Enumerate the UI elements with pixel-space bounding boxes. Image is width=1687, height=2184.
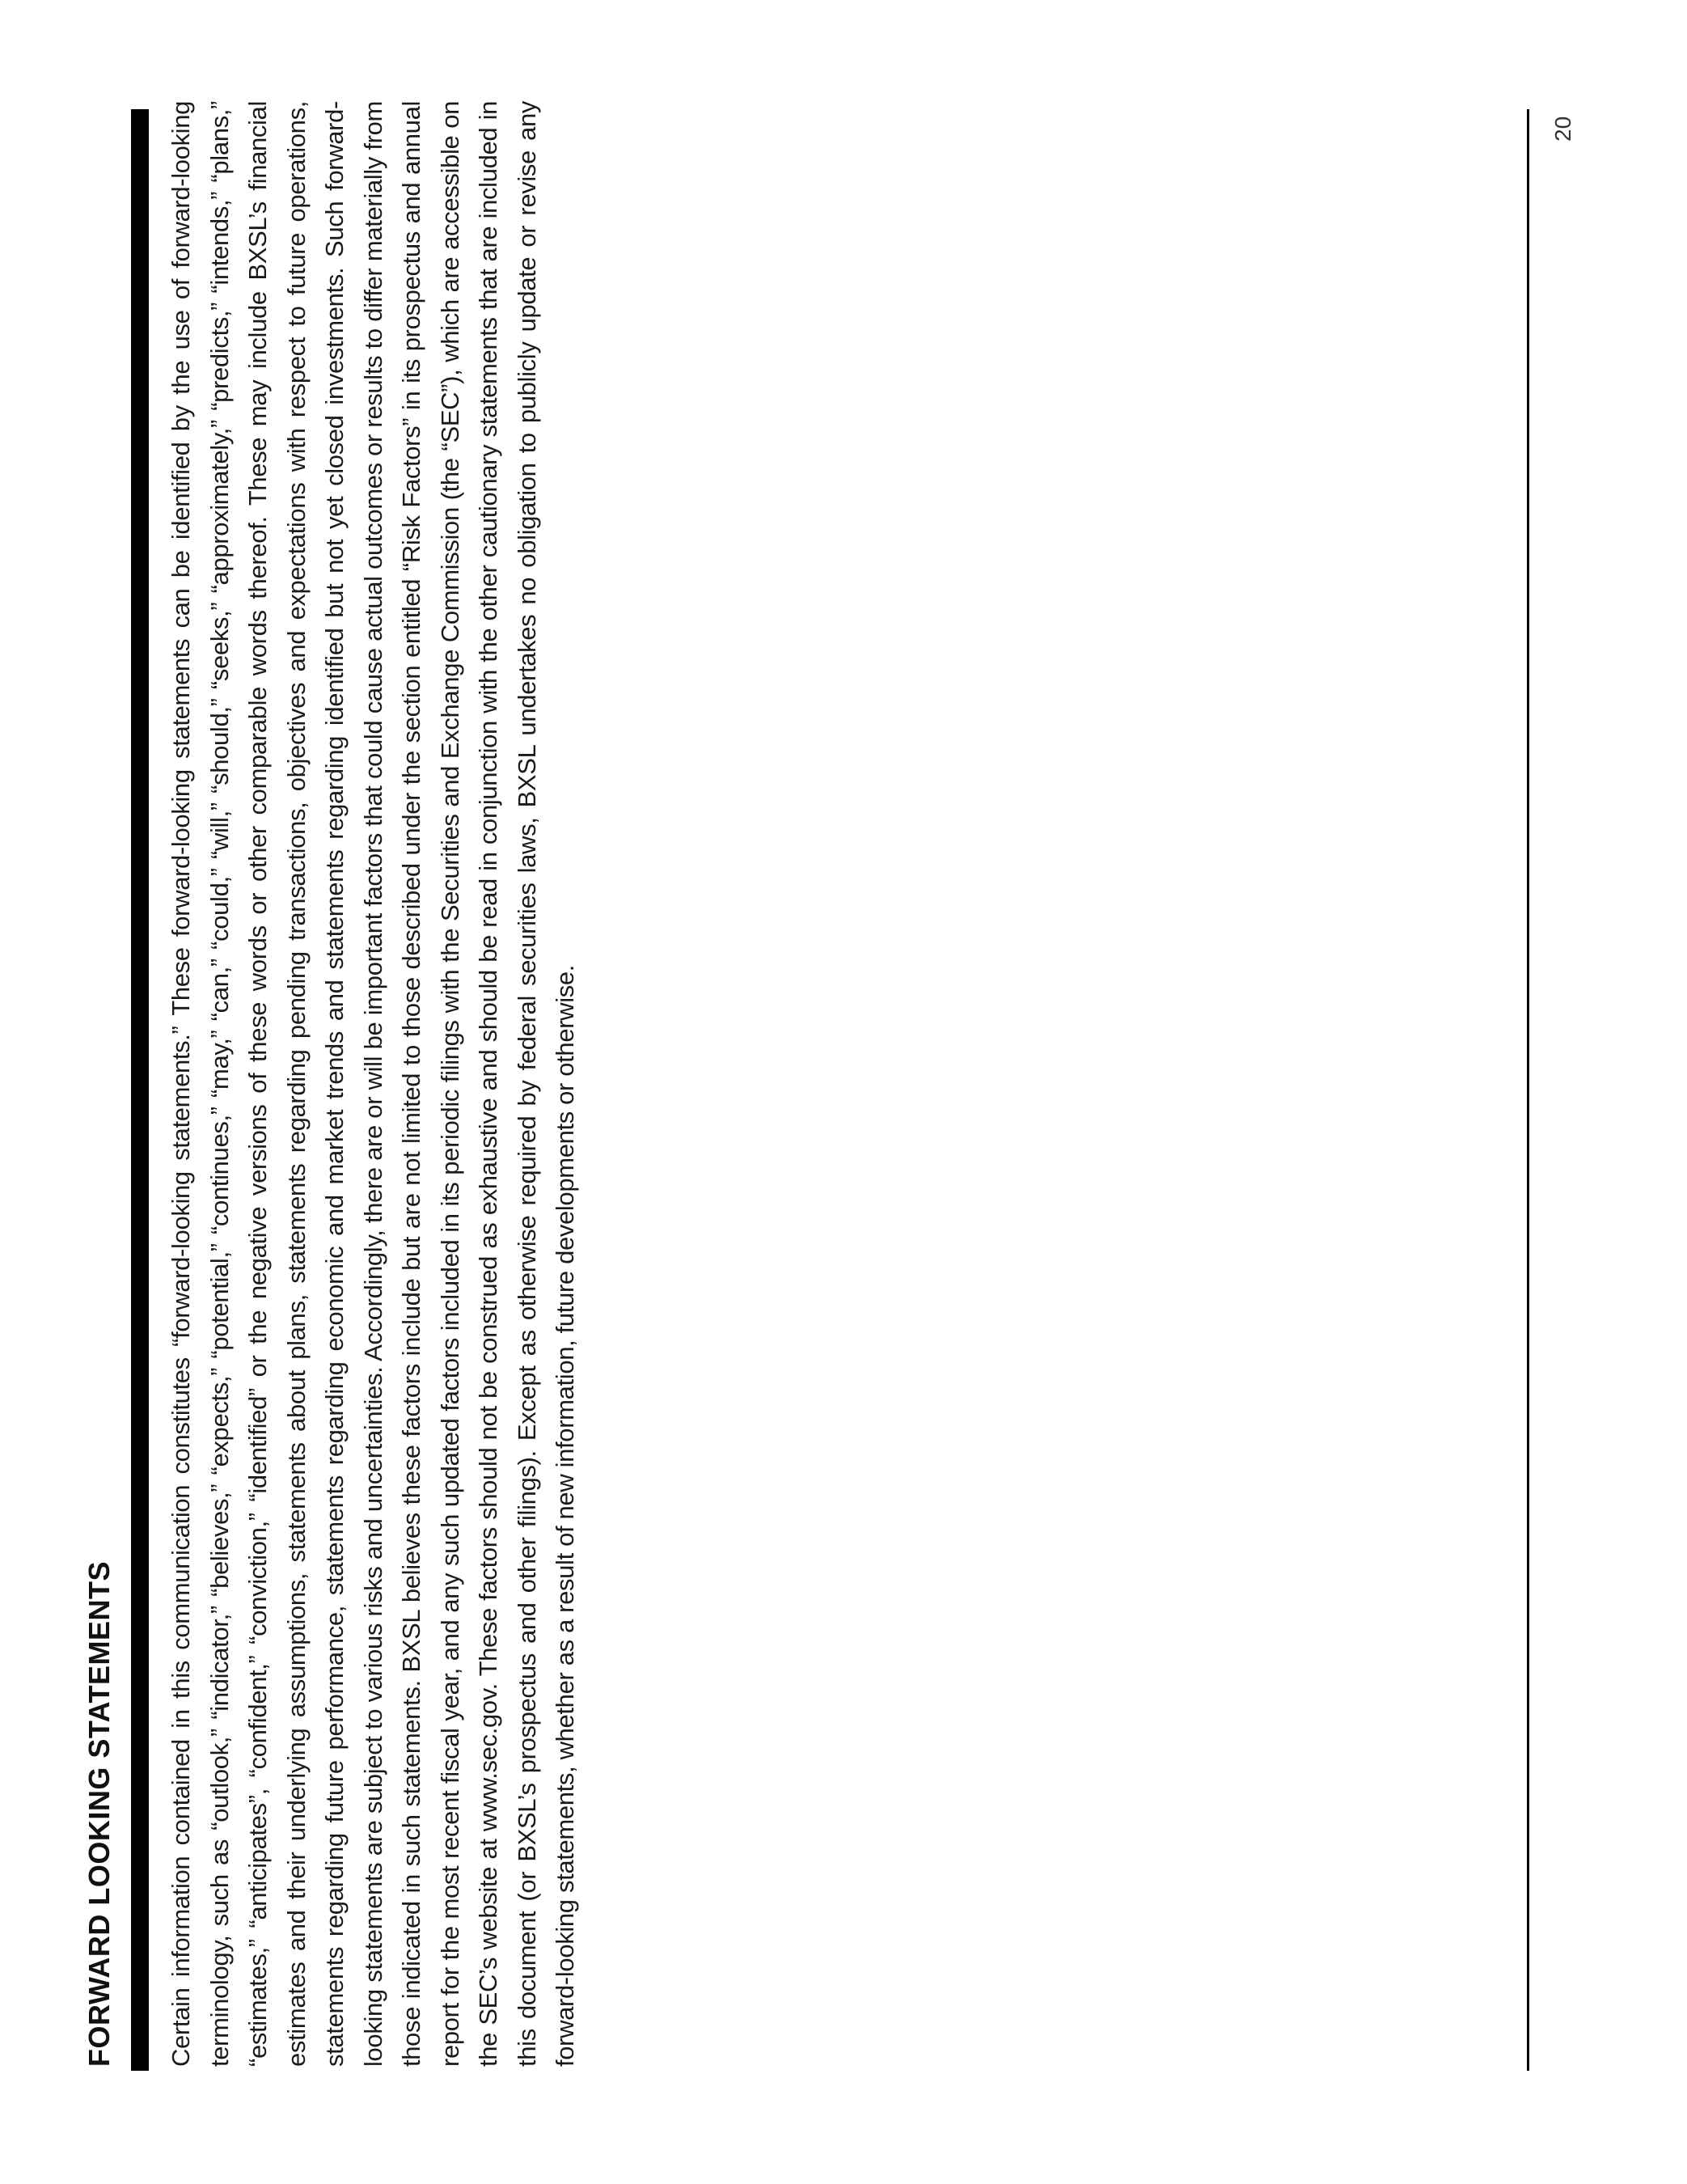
footer-rule bbox=[1527, 109, 1529, 2071]
section-title: FORWARD LOOKING STATEMENTS bbox=[82, 1561, 116, 2067]
forward-looking-statements-body: Certain information contained in this communication constitutes “forward-looking statements.” These forward-looking statements can be identified by the use of forward-looking terminology, such as “outlook,” “indicator,” “believes,” “expects,” “potential,” “continues,” “may,” “can,” “could,” “will,” “should,” “seeks,” “approximately,” “predicts,” “intends,” “plans,” “estimates,” “anticipates”, “confident,” “conviction,” “identified” or the negative versions of these words or other comparable words thereof. These may include BXSL’s financial estimates and their underlying assumptions, statements about plans, statements regarding pending transactions, objectives and expectations with respect to future operations, statements regarding future performance, statements regarding economic and market trends and statements regarding identified but not yet closed investments. Such forward-looking statements are subject to various risks and uncertainties. Accordingly, there are or will be important factors that could cause actual outcomes or results to differ materially from those indicated in such statements. BXSL believes these factors include but are not limited to those described under the section entitled “Risk Factors” in its prospectus and annual report for the most recent fiscal year, and any such updated factors included in its periodic filings with the Securities and Exchange Commission (the “SEC”), which are accessible on the SEC’s website at www.sec.gov. These factors should not be construed as exhaustive and should be read in conjunction with the other cautionary statements that are included in this document (or BXSL’s prospectus and other filings). Except as otherwise required by federal securities laws, BXSL undertakes no obligation to publicly update or revise any forward-looking statements, whether as a result of new information, future developments or otherwise. bbox=[167, 101, 579, 2067]
title-underline-bar bbox=[131, 109, 149, 2071]
page-number: 20 bbox=[1550, 116, 1575, 142]
